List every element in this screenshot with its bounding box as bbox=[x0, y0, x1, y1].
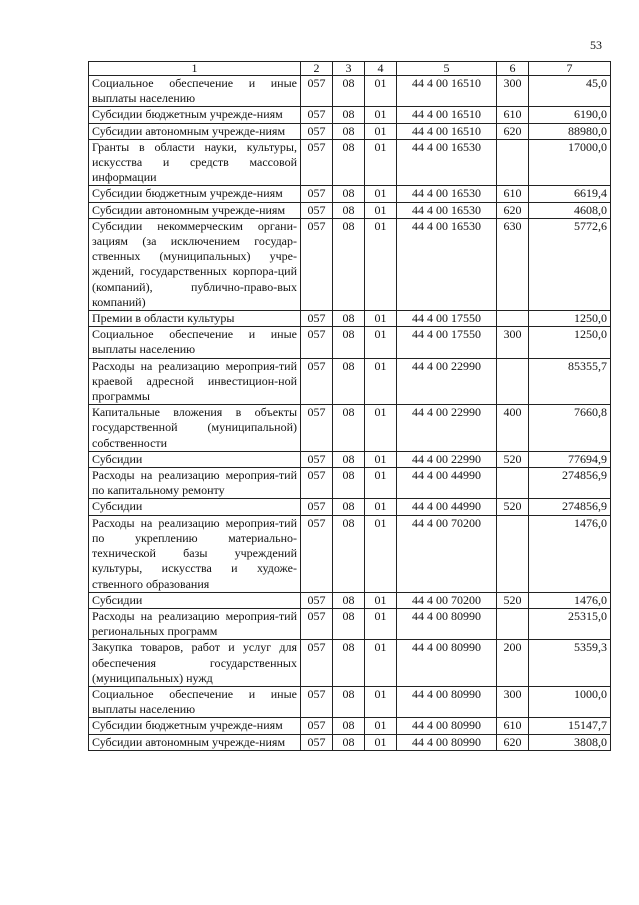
amount-cell: 274856,9 bbox=[529, 468, 611, 499]
subsection-code-cell: 01 bbox=[365, 186, 397, 202]
expense-type-cell: 620 bbox=[497, 734, 529, 750]
section-code-cell: 08 bbox=[333, 107, 365, 123]
section-code-cell: 08 bbox=[333, 468, 365, 499]
subsection-code-cell: 01 bbox=[365, 139, 397, 186]
table-row bbox=[89, 686, 611, 717]
amount-cell: 5359,3 bbox=[529, 640, 611, 687]
section-code-cell: 08 bbox=[333, 718, 365, 734]
ministry-code-cell: 057 bbox=[301, 686, 333, 717]
expense-type-cell: 300 bbox=[497, 686, 529, 717]
expense-name-cell: Субсидии bbox=[89, 499, 301, 515]
section-code-cell: 08 bbox=[333, 405, 365, 452]
expense-type-cell bbox=[497, 608, 529, 639]
target-article-cell: 44 4 00 22990 bbox=[397, 405, 497, 452]
amount-cell: 1250,0 bbox=[529, 327, 611, 358]
target-article-cell: 44 4 00 16510 bbox=[397, 123, 497, 139]
target-article-cell: 44 4 00 22990 bbox=[397, 358, 497, 405]
table-row bbox=[89, 327, 611, 358]
header-cell-3: 3 bbox=[333, 62, 365, 76]
expense-type-cell bbox=[497, 358, 529, 405]
ministry-code-cell: 057 bbox=[301, 123, 333, 139]
target-article-cell: 44 4 00 80990 bbox=[397, 640, 497, 687]
expense-name-cell: Субсидии bbox=[89, 451, 301, 467]
section-code-cell: 08 bbox=[333, 123, 365, 139]
table-row bbox=[89, 405, 611, 452]
expense-name-cell: Субсидии бюджетным учрежде-ниям bbox=[89, 107, 301, 123]
expense-name-cell: Социальное обеспечение и иные выплаты населению bbox=[89, 76, 301, 107]
ministry-code-cell: 057 bbox=[301, 734, 333, 750]
table-row bbox=[89, 358, 611, 405]
subsection-code-cell: 01 bbox=[365, 608, 397, 639]
section-code-cell: 08 bbox=[333, 327, 365, 358]
table-row bbox=[89, 468, 611, 499]
subsection-code-cell: 01 bbox=[365, 358, 397, 405]
target-article-cell: 44 4 00 16530 bbox=[397, 186, 497, 202]
amount-cell: 274856,9 bbox=[529, 499, 611, 515]
expense-name-cell: Гранты в области науки, культуры, искусства и средств массовой информации bbox=[89, 139, 301, 186]
expense-name-cell: Субсидии бюджетным учрежде-ниям bbox=[89, 718, 301, 734]
target-article-cell: 44 4 00 80990 bbox=[397, 718, 497, 734]
subsection-code-cell: 01 bbox=[365, 718, 397, 734]
table-row bbox=[89, 202, 611, 218]
ministry-code-cell: 057 bbox=[301, 451, 333, 467]
budget-table bbox=[88, 61, 611, 751]
expense-name-cell: Субсидии bbox=[89, 592, 301, 608]
ministry-code-cell: 057 bbox=[301, 311, 333, 327]
subsection-code-cell: 01 bbox=[365, 451, 397, 467]
section-code-cell: 08 bbox=[333, 686, 365, 717]
subsection-code-cell: 01 bbox=[365, 76, 397, 107]
target-article-cell: 44 4 00 17550 bbox=[397, 311, 497, 327]
expense-type-cell: 620 bbox=[497, 123, 529, 139]
expense-type-cell: 520 bbox=[497, 592, 529, 608]
subsection-code-cell: 01 bbox=[365, 592, 397, 608]
expense-name-cell: Субсидии бюджетным учрежде-ниям bbox=[89, 186, 301, 202]
ministry-code-cell: 057 bbox=[301, 202, 333, 218]
subsection-code-cell: 01 bbox=[365, 202, 397, 218]
subsection-code-cell: 01 bbox=[365, 107, 397, 123]
header-cell-4: 4 bbox=[365, 62, 397, 76]
expense-type-cell: 610 bbox=[497, 186, 529, 202]
ministry-code-cell: 057 bbox=[301, 107, 333, 123]
ministry-code-cell: 057 bbox=[301, 139, 333, 186]
section-code-cell: 08 bbox=[333, 515, 365, 592]
header-cell-6: 6 bbox=[497, 62, 529, 76]
target-article-cell: 44 4 00 22990 bbox=[397, 451, 497, 467]
subsection-code-cell: 01 bbox=[365, 405, 397, 452]
section-code-cell: 08 bbox=[333, 451, 365, 467]
subsection-code-cell: 01 bbox=[365, 515, 397, 592]
expense-type-cell: 400 bbox=[497, 405, 529, 452]
expense-type-cell bbox=[497, 311, 529, 327]
expense-type-cell bbox=[497, 515, 529, 592]
amount-cell: 7660,8 bbox=[529, 405, 611, 452]
expense-type-cell: 630 bbox=[497, 218, 529, 310]
expense-name-cell: Закупка товаров, работ и услуг для обеспечения государственных (муниципальных) нужд bbox=[89, 640, 301, 687]
amount-cell: 1476,0 bbox=[529, 592, 611, 608]
expense-type-cell: 300 bbox=[497, 327, 529, 358]
ministry-code-cell: 057 bbox=[301, 608, 333, 639]
subsection-code-cell: 01 bbox=[365, 327, 397, 358]
amount-cell: 4608,0 bbox=[529, 202, 611, 218]
expense-type-cell: 300 bbox=[497, 76, 529, 107]
ministry-code-cell: 057 bbox=[301, 718, 333, 734]
subsection-code-cell: 01 bbox=[365, 311, 397, 327]
ministry-code-cell: 057 bbox=[301, 218, 333, 310]
target-article-cell: 44 4 00 17550 bbox=[397, 327, 497, 358]
expense-name-cell: Расходы на реализацию мероприя-тий краевой адресной инвестицион-ной программы bbox=[89, 358, 301, 405]
expense-name-cell: Субсидии автономным учрежде-ниям bbox=[89, 734, 301, 750]
table-row bbox=[89, 499, 611, 515]
target-article-cell: 44 4 00 16530 bbox=[397, 139, 497, 186]
expense-type-cell: 610 bbox=[497, 718, 529, 734]
ministry-code-cell: 057 bbox=[301, 358, 333, 405]
target-article-cell: 44 4 00 16510 bbox=[397, 76, 497, 107]
ministry-code-cell: 057 bbox=[301, 592, 333, 608]
section-code-cell: 08 bbox=[333, 76, 365, 107]
target-article-cell: 44 4 00 16530 bbox=[397, 218, 497, 310]
amount-cell: 6619,4 bbox=[529, 186, 611, 202]
ministry-code-cell: 057 bbox=[301, 186, 333, 202]
subsection-code-cell: 01 bbox=[365, 123, 397, 139]
amount-cell: 85355,7 bbox=[529, 358, 611, 405]
header-cell-1: 1 bbox=[89, 62, 301, 76]
amount-cell: 1250,0 bbox=[529, 311, 611, 327]
amount-cell: 1000,0 bbox=[529, 686, 611, 717]
amount-cell: 45,0 bbox=[529, 76, 611, 107]
page-number: 53 bbox=[590, 38, 602, 52]
target-article-cell: 44 4 00 70200 bbox=[397, 592, 497, 608]
section-code-cell: 08 bbox=[333, 186, 365, 202]
target-article-cell: 44 4 00 44990 bbox=[397, 468, 497, 499]
table-body bbox=[89, 76, 611, 751]
table-row bbox=[89, 718, 611, 734]
section-code-cell: 08 bbox=[333, 640, 365, 687]
header-cell-5: 5 bbox=[397, 62, 497, 76]
section-code-cell: 08 bbox=[333, 202, 365, 218]
target-article-cell: 44 4 00 70200 bbox=[397, 515, 497, 592]
expense-type-cell: 520 bbox=[497, 499, 529, 515]
section-code-cell: 08 bbox=[333, 358, 365, 405]
ministry-code-cell: 057 bbox=[301, 499, 333, 515]
section-code-cell: 08 bbox=[333, 608, 365, 639]
expense-name-cell: Капитальные вложения в объекты государственной (муниципальной) собственности bbox=[89, 405, 301, 452]
subsection-code-cell: 01 bbox=[365, 468, 397, 499]
header-cell-7: 7 bbox=[529, 62, 611, 76]
amount-cell: 77694,9 bbox=[529, 451, 611, 467]
expense-type-cell: 520 bbox=[497, 451, 529, 467]
table-row bbox=[89, 515, 611, 592]
amount-cell: 15147,7 bbox=[529, 718, 611, 734]
table-row bbox=[89, 107, 611, 123]
table-row bbox=[89, 218, 611, 310]
subsection-code-cell: 01 bbox=[365, 686, 397, 717]
table-row bbox=[89, 451, 611, 467]
expense-name-cell: Субсидии некоммерческим органи-зациям (за исключением государ-ственных (муниципальных) учре-ждений, государственных корпора-ций (компаний), публично-право-вых компаний) bbox=[89, 218, 301, 310]
table-row bbox=[89, 123, 611, 139]
subsection-code-cell: 01 bbox=[365, 218, 397, 310]
target-article-cell: 44 4 00 80990 bbox=[397, 608, 497, 639]
table-row bbox=[89, 608, 611, 639]
amount-cell: 88980,0 bbox=[529, 123, 611, 139]
table-row bbox=[89, 139, 611, 186]
table-row bbox=[89, 592, 611, 608]
expense-type-cell: 610 bbox=[497, 107, 529, 123]
expense-type-cell bbox=[497, 139, 529, 186]
expense-name-cell: Субсидии автономным учрежде-ниям bbox=[89, 202, 301, 218]
table-row bbox=[89, 76, 611, 107]
section-code-cell: 08 bbox=[333, 499, 365, 515]
table-row bbox=[89, 640, 611, 687]
section-code-cell: 08 bbox=[333, 734, 365, 750]
expense-name-cell: Расходы на реализацию мероприя-тий региональных программ bbox=[89, 608, 301, 639]
ministry-code-cell: 057 bbox=[301, 515, 333, 592]
ministry-code-cell: 057 bbox=[301, 468, 333, 499]
ministry-code-cell: 057 bbox=[301, 76, 333, 107]
expense-type-cell: 620 bbox=[497, 202, 529, 218]
subsection-code-cell: 01 bbox=[365, 499, 397, 515]
target-article-cell: 44 4 00 44990 bbox=[397, 499, 497, 515]
target-article-cell: 44 4 00 80990 bbox=[397, 686, 497, 717]
expense-name-cell: Премии в области культуры bbox=[89, 311, 301, 327]
table-row bbox=[89, 186, 611, 202]
amount-cell: 5772,6 bbox=[529, 218, 611, 310]
section-code-cell: 08 bbox=[333, 218, 365, 310]
ministry-code-cell: 057 bbox=[301, 327, 333, 358]
target-article-cell: 44 4 00 16510 bbox=[397, 107, 497, 123]
expense-type-cell: 200 bbox=[497, 640, 529, 687]
expense-name-cell: Социальное обеспечение и иные выплаты населению bbox=[89, 686, 301, 717]
table-row bbox=[89, 311, 611, 327]
subsection-code-cell: 01 bbox=[365, 734, 397, 750]
amount-cell: 25315,0 bbox=[529, 608, 611, 639]
target-article-cell: 44 4 00 16530 bbox=[397, 202, 497, 218]
amount-cell: 1476,0 bbox=[529, 515, 611, 592]
expense-name-cell: Расходы на реализацию мероприя-тий по укреплению материально-технической базы учреждений культуры, искусства и художе-ственного образования bbox=[89, 515, 301, 592]
ministry-code-cell: 057 bbox=[301, 640, 333, 687]
amount-cell: 3808,0 bbox=[529, 734, 611, 750]
section-code-cell: 08 bbox=[333, 139, 365, 186]
expense-name-cell: Социальное обеспечение и иные выплаты населению bbox=[89, 327, 301, 358]
table-header-row bbox=[89, 62, 611, 76]
expense-type-cell bbox=[497, 468, 529, 499]
section-code-cell: 08 bbox=[333, 592, 365, 608]
amount-cell: 6190,0 bbox=[529, 107, 611, 123]
subsection-code-cell: 01 bbox=[365, 640, 397, 687]
amount-cell: 17000,0 bbox=[529, 139, 611, 186]
ministry-code-cell: 057 bbox=[301, 405, 333, 452]
table-row bbox=[89, 734, 611, 750]
expense-name-cell: Субсидии автономным учрежде-ниям bbox=[89, 123, 301, 139]
section-code-cell: 08 bbox=[333, 311, 365, 327]
header-cell-2: 2 bbox=[301, 62, 333, 76]
target-article-cell: 44 4 00 80990 bbox=[397, 734, 497, 750]
expense-name-cell: Расходы на реализацию мероприя-тий по капитальному ремонту bbox=[89, 468, 301, 499]
